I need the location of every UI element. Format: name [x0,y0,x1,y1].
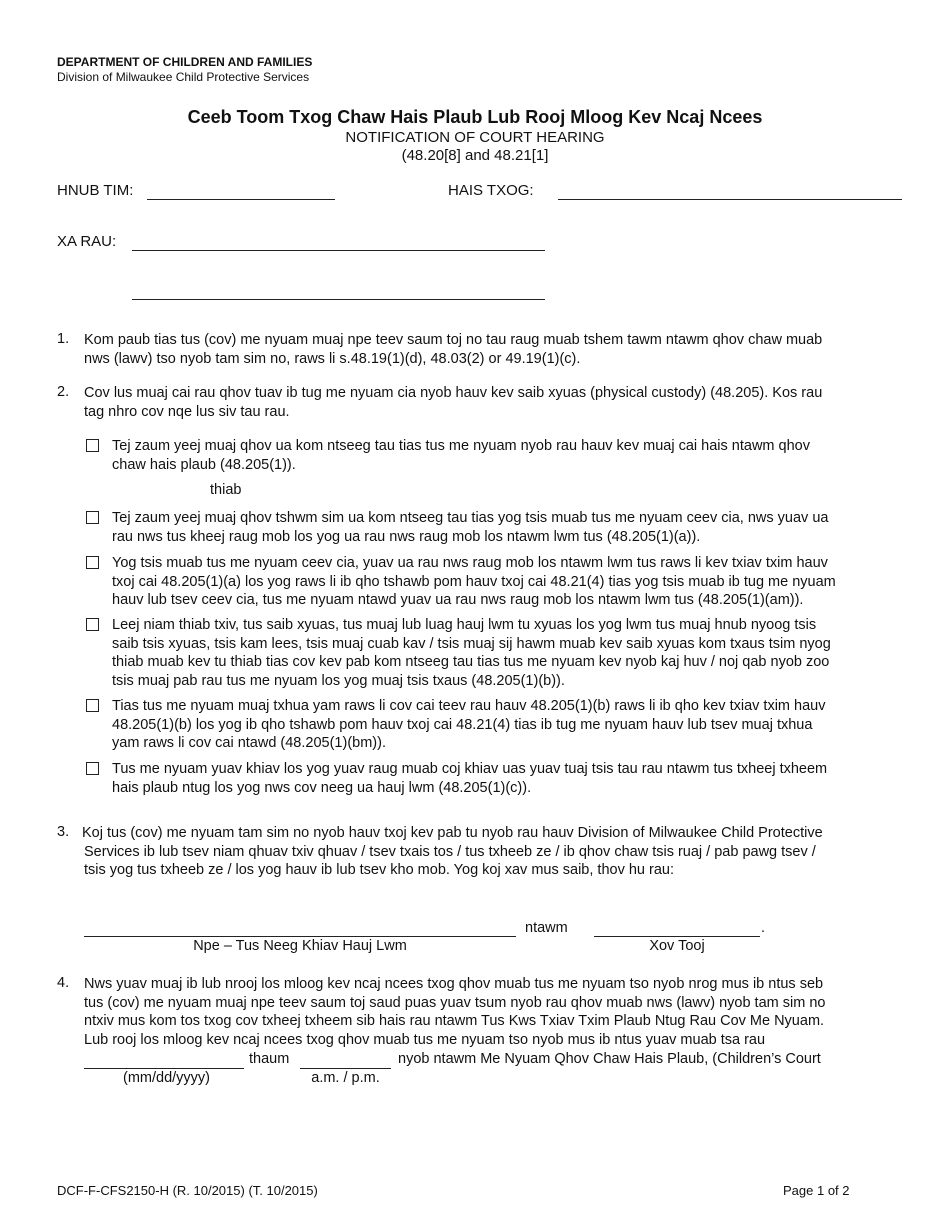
page-number: Page 1 of 2 [783,1183,850,1198]
checkbox-text-line: thiab muab kev tu thiab tias cov kev pab kom ntseeg tau tias tus me nyuam kev nyob kaj huv / noj qab nyob zoo [112,654,830,670]
checkbox-text-line: tsis muaj pab rau tus me nyuam los yog muaj tsis txaus (48.205(1)(b)). [112,672,565,689]
item-2-number: 2. [57,384,70,400]
hais-txog-label: HAIS TXOG: [448,182,534,199]
checkbox-jurisdiction[interactable] [86,439,99,452]
checkbox-text-line: hais plaub ntug los yog nws cov neeg ua hauj lwm (48.205(1)(c)). [112,779,532,796]
item-2-line: Cov lus muaj cai rau qhov tuav ib tug me nyuam cia nyob hauv kev saib xyuas (physical custody) (48.205). Kos rau [84,385,823,401]
thiab-connector: thiab [210,482,242,498]
checkbox-text-line: txoj cai 48.205(1)(a) los yog raws li ib qho tshawb pom hauv txoj cai 48.21(4) tias yog tsis muab ib tug me nyuam [112,573,836,590]
checkbox-neglect[interactable] [86,618,99,631]
item-3-number: 3. [57,824,70,840]
checkbox-text-line: Tias tus me nyuam muaj txhua yam raws li cov cai teev rau hauv 48.205(1)(b) raws li ib qho kev txiav txim hauv [112,698,826,714]
checkbox-text-line: Tej zaum yeej muaj qhov ua kom ntseeg tau tias tus me nyuam nyob rau hauv kev muaj cai hais ntawm qhov [112,438,810,454]
item-2-line: tag nhro cov nqe lus siv tau rau. [84,403,290,420]
checkbox-jurisdiction-text [112,437,810,474]
item-1-line: Kom paub tias tus (cov) me nyuam muaj npe teev saum toj no tau raug muab tshem tawm ntawm qhov chaw muab [84,332,823,348]
item-1-number: 1. [57,331,70,347]
checkbox-runaway[interactable] [86,762,99,775]
checkbox-text-line: rau nws tus kheej raug mob los yog ua rau nws raug mob los ntawm lwm tus (48.205(1)(a)). [112,528,701,545]
hais-txog-field[interactable] [558,199,902,200]
item-4-line: ntxiv mus kom tos txog cov txheej txheem sib hais rau ntawm Tus Kws Txiav Txim Plaub Ntug Rau Cov Me Nyuam. [84,1013,825,1029]
hearing-date-field[interactable] [84,1068,244,1069]
department-name: DEPARTMENT OF CHILDREN AND FAMILIES [57,55,313,69]
item-4-text [84,975,825,1049]
xa-rau-label: XA RAU: [57,233,117,250]
hnub-tim-label: HNUB TIM: [57,182,134,199]
xa-rau-field-line-2[interactable] [132,299,545,300]
item-3-line: Services ib lub tsev niam qhuav txiv qhuav / tsev txais tos / tus txheeb ze / ib qhov chaw tsis ruaj / pab pawg tsev / [84,843,816,860]
checkbox-text-line: Tus me nyuam yuav khiav los yog yuav raug muab coj khiav uas yuav tuaj tsis tau rau ntawm tus txheej txheem [112,761,828,777]
checkbox-text-line: 48.205(1)(b) los yog ib qho tshawb pom hauv txoj cai 48.21(4) tias ib tug me nyuam hauv lub tsev muaj txhua [112,716,813,733]
date-format-caption: (mm/dd/yyyy) [123,1070,210,1086]
checkbox-text-line: Tej zaum yeej muaj qhov tshwm sim ua kom ntseeg tau tias yog tsis muab tus me nyuam ceev cia, nws yuav ua [112,510,829,526]
item-4-number: 4. [57,975,70,991]
checkbox-text-line: Leej niam thiab txiv, tus saib xyuas, tus muaj lub luag hauj lwm tu xyuas los yog lwm tus muaj hnub nyoog tsis [112,617,817,633]
item-3-line: Koj tus (cov) me nyuam tam sim no nyob hauv txoj kev pab tu nyob rau hauv Division of Milwaukee Child Protective [82,825,823,841]
item-4-line: tus (cov) me nyuam muaj npe teev saum toj saud puas yuav tsum nyob rau qhov muab nws (lawv) nyob tam sim no [84,994,826,1011]
item-4-line: Nws yuav muaj ib lub nrooj los mloog kev ncaj ncees txog qhov muab tus me nyuam tso nyob nrog mus ib ntus seb [84,976,824,992]
item-1-line: nws (lawv) tso nyob tam sim no, raws li s.48.19(1)(d), 48.03(2) or 49.19(1)(c). [84,350,581,367]
caseworker-name-caption: Npe – Tus Neeg Khiav Hauj Lwm [193,938,407,954]
phone-period: . [761,920,766,936]
hnub-tim-field[interactable] [147,199,335,200]
xa-rau-field-line-1[interactable] [132,250,545,251]
checkbox-harm-self[interactable] [86,511,99,524]
form-title: Ceeb Toom Txog Chaw Hais Plaub Lub Rooj Mloog Kev Ncaj Ncees [187,107,763,127]
form-subtitle: NOTIFICATION OF COURT HEARING [345,129,605,146]
checkbox-text-line: chaw hais plaub (48.205(1)). [112,456,296,473]
item-3-line: tsis yog tus txheeb ze / los yog hauv ib lub tsev kho mob. Yog koj xav mus saib, thov hu rau: [84,862,674,878]
checkbox-text-line: hauv lub tsev ceev cia, tus me nyuam ntawd yuav ua rau nws raug mob los ntawm lwm tus (48.205(1)(am)). [112,592,804,608]
time-format-caption: a.m. / p.m. [311,1070,380,1086]
item-2-text [84,384,822,421]
checkbox-text-line: saib tsis xyuas, tsis kam lees, tsis muaj cuab kav / tsis muaj sij hawm muab kev saib xyuas kom txaus tsim nyog [112,635,831,652]
form-statutes: (48.20[8] and 48.21[1] [401,147,549,164]
thaum-label: thaum [249,1051,290,1067]
caseworker-name-field[interactable] [84,936,516,937]
phone-field[interactable] [594,936,760,937]
court-location-text: nyob ntawm Me Nyuam Qhov Chaw Hais Plaub, (Children’s Court [398,1051,821,1067]
item-1-text [84,331,822,368]
checkbox-household[interactable] [86,699,99,712]
ntawm-label: ntawm [525,920,568,936]
hearing-time-field[interactable] [300,1068,391,1069]
form-id: DCF-F-CFS2150-H (R. 10/2015) (T. 10/2015) [57,1183,318,1198]
checkbox-harm-others[interactable] [86,556,99,569]
checkbox-neglect-text [112,616,831,690]
item-3-text [82,824,823,880]
phone-caption: Xov Tooj [649,938,705,954]
checkbox-household-text [112,697,825,753]
checkbox-harm-self-text [112,509,828,546]
division-name: Division of Milwaukee Child Protective Services [57,70,310,84]
item-4-line: Lub rooj los mloog kev ncaj ncees txog qhov muab tus me nyuam tso nyob mus ib ntus yuav muab tsa rau [84,1031,766,1048]
checkbox-text-line: Yog tsis muab tus me nyuam ceev cia, yuav ua rau nws raug mob los ntawm lwm tus raws li kev txiav txim hauv [112,555,828,571]
checkbox-runaway-text [112,760,827,797]
checkbox-text-line: yam raws li cov cai ntawd (48.205(1)(bm)). [112,735,386,751]
checkbox-harm-others-text [112,554,836,610]
